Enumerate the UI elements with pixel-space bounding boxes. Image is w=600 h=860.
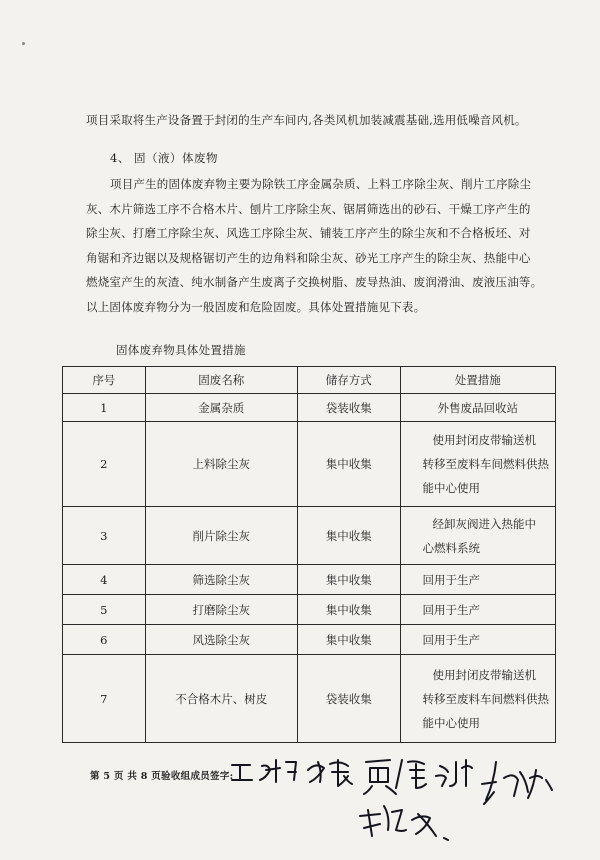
table-header-row xyxy=(63,367,556,394)
table-row xyxy=(63,595,556,625)
cell-no: 2 xyxy=(63,422,146,507)
cell-name: 不合格木片、树皮 xyxy=(145,655,297,743)
cell-name: 打磨除尘灰 xyxy=(145,595,297,625)
cell-no: 7 xyxy=(63,655,146,743)
paragraph-line: 项目产生的固体废弃物主要为除铁工序金属杂质、上料工序除尘灰、削片工序除尘 xyxy=(110,177,532,191)
header-measure: 处置措施 xyxy=(400,367,556,394)
cell-name: 上料除尘灰 xyxy=(145,422,297,507)
header-storage: 储存方式 xyxy=(297,367,400,394)
signature-stroke xyxy=(364,760,426,794)
signature-stroke xyxy=(232,760,296,782)
cell-no: 5 xyxy=(63,595,146,625)
paragraph-line: 灰、木片筛选工序不合格木片、刨片工序除尘灰、锯屑筛选出的砂石、干燥工序产生的 xyxy=(86,201,531,216)
measure-line: 转移至废料车间燃料供热 xyxy=(422,457,549,471)
measure-line: 能中心使用 xyxy=(422,715,480,730)
table-row xyxy=(63,655,556,743)
cell-storage: 集中收集 xyxy=(297,422,400,507)
cell-measure xyxy=(400,565,556,595)
cell-name: 筛选除尘灰 xyxy=(145,565,297,595)
cell-no: 4 xyxy=(63,565,146,595)
table-row xyxy=(63,625,556,655)
cell-no: 1 xyxy=(63,394,146,422)
waste-paragraph xyxy=(86,172,543,319)
measure-line: 回用于生产 xyxy=(422,632,480,647)
cell-measure xyxy=(400,394,556,422)
table-row xyxy=(63,394,556,422)
table-caption: 固体废弃物具体处置措施 xyxy=(116,343,246,357)
cell-measure xyxy=(400,595,556,625)
waste-disposal-table xyxy=(62,366,556,743)
measure-line: 经卸灰阀进入热能中 xyxy=(432,516,536,531)
cell-storage: 集中收集 xyxy=(297,625,400,655)
cell-measure xyxy=(400,507,556,565)
paragraph-line: 角锯和齐边锯以及规格锯切产生的边角料和除尘灰、砂光工序产生的除尘灰、热能中心 xyxy=(86,250,531,265)
paragraph-line: 燃烧室产生的灰渣、纯水制备产生废离子交换树脂、废导热油、废润滑油、废液压油等。 xyxy=(86,275,543,289)
measure-line: 外售废品回收站 xyxy=(437,400,518,415)
measure-line: 使用封闭皮带输送机 xyxy=(432,433,536,447)
section-heading: 4、 固（液）体废物 xyxy=(110,151,218,165)
cell-name: 风选除尘灰 xyxy=(145,625,297,655)
cell-name: 金属杂质 xyxy=(145,394,297,422)
cell-measure xyxy=(400,625,556,655)
signature-stroke xyxy=(360,806,448,840)
cell-name: 削片除尘灰 xyxy=(145,507,297,565)
measure-line: 使用封闭皮带输送机 xyxy=(432,667,536,682)
signature-stroke xyxy=(308,760,352,786)
signature-stroke xyxy=(436,760,472,786)
table-row xyxy=(63,422,556,507)
intro-line-text: 项目采取将生产设备置于封闭的生产车间内,各类风机加装减震基础,选用低噪音风机。 xyxy=(86,113,527,127)
cell-storage: 袋装收集 xyxy=(297,394,400,422)
header-name: 固废名称 xyxy=(145,367,297,394)
cell-no: 3 xyxy=(63,507,146,565)
cell-storage: 集中收集 xyxy=(297,507,400,565)
paragraph-line: 以上固体废弃物分为一般固废和危险固废。具体处置措施见下表。 xyxy=(86,299,426,314)
cell-measure xyxy=(400,655,556,743)
intro-line xyxy=(86,108,536,133)
table-row xyxy=(63,507,556,565)
measure-line: 心燃料系统 xyxy=(422,540,480,555)
header-no: 序号 xyxy=(63,367,146,394)
measure-line: 转移至废料车间燃料供热 xyxy=(422,691,549,706)
signature-stroke xyxy=(482,762,552,804)
cell-no: 6 xyxy=(63,625,146,655)
measure-line: 回用于生产 xyxy=(422,572,480,587)
paragraph-line: 除尘灰、打磨工序除尘灰、风选工序除尘灰、铺装工序产生的除尘灰和不合格板坯、对 xyxy=(86,226,531,240)
measure-line: 能中心使用 xyxy=(422,481,480,495)
measure-line: 回用于生产 xyxy=(422,602,480,617)
footer-signature-label: 第 5 页 共 8 页验收组成员签字: xyxy=(90,771,234,782)
cell-storage: 集中收集 xyxy=(297,595,400,625)
cell-storage: 集中收集 xyxy=(297,565,400,595)
cell-measure xyxy=(400,422,556,507)
table-row xyxy=(63,565,556,595)
cell-storage: 袋装收集 xyxy=(297,655,400,743)
scan-speck xyxy=(22,42,25,45)
